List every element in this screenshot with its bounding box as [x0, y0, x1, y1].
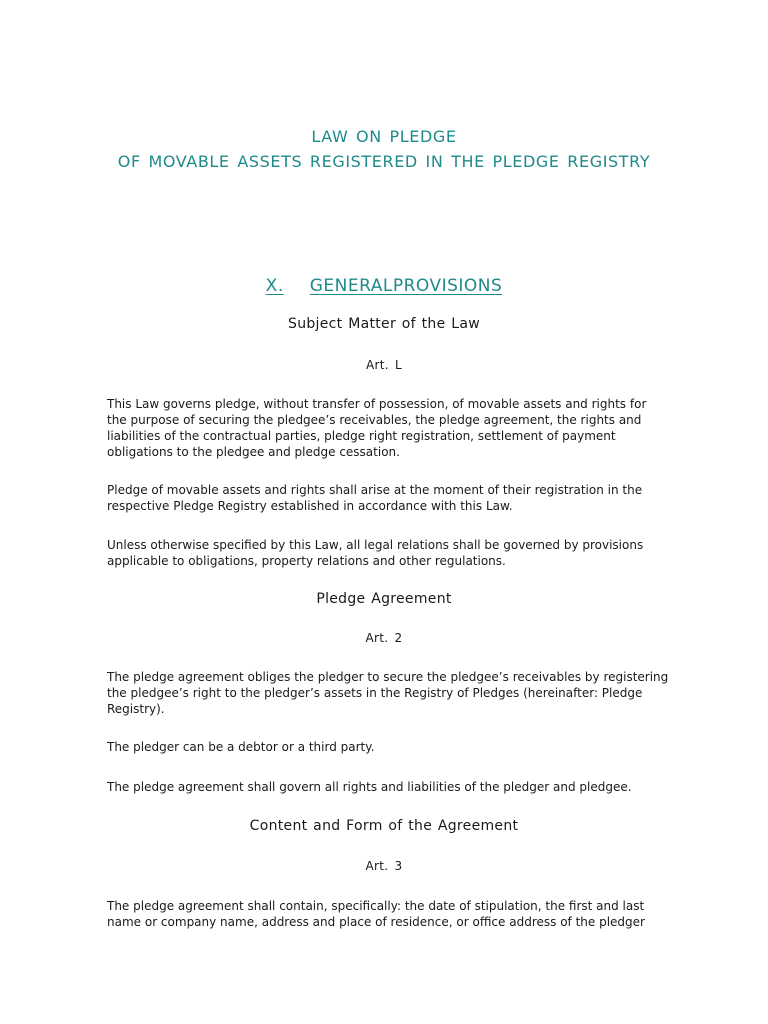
chapter-heading: [0, 274, 768, 298]
paragraph-line: The pledger can be a debtor or a third party.: [107, 740, 375, 754]
section-heading: Content and Form of the Agreement: [249, 818, 519, 834]
paragraph-line: Pledge of movable assets and rights shall arise at the moment of their registration in the: [107, 483, 643, 497]
paragraph-line: Unless otherwise specified by this Law, all legal relations shall be governed by provisions: [107, 538, 644, 552]
paragraph: [107, 739, 707, 755]
paragraph-line: This Law governs pledge, without transfer of possession, of movable assets and rights for: [107, 397, 647, 411]
paragraph: [107, 396, 707, 460]
paragraph-line: respective Pledge Registry established in accordance with this Law.: [107, 499, 513, 513]
paragraph: [107, 669, 707, 717]
paragraph-line: obligations to the pledgee and pledge cessation.: [107, 445, 400, 459]
law-title-line-2: OF MOVABLE ASSETS REGISTERED IN THE PLEDGE REGISTRY: [117, 152, 651, 171]
chapter-number: X.: [265, 276, 284, 296]
paragraph-line: liabilities of the contractual parties, pledge right registration, settlement of payment: [107, 429, 616, 443]
paragraph: [107, 537, 707, 569]
section-heading: Pledge Agreement: [316, 591, 452, 607]
paragraph-line: the purpose of securing the pledgee’s receivables, the pledge agreement, the rights and: [107, 413, 642, 427]
paragraph-line: the pledgee’s right to the pledger’s assets in the Registry of Pledges (hereinafter: Pledge: [107, 686, 643, 700]
article-number: Art. L: [366, 358, 402, 372]
article-number: Art. 3: [365, 859, 403, 873]
chapter-title: GENERALPROVISIONS: [309, 276, 503, 296]
article-number: Art. 2: [365, 631, 403, 645]
paragraph-line: The pledge agreement obliges the pledger to secure the pledgee’s receivables by registering: [107, 670, 669, 684]
paragraph-line: The pledge agreement shall contain, specifically: the date of stipulation, the first and last: [107, 899, 645, 913]
law-title-line-1: LAW ON PLEDGE: [311, 127, 457, 146]
paragraph-line: applicable to obligations, property relations and other regulations.: [107, 554, 506, 568]
paragraph: [107, 779, 707, 795]
paragraph-line: name or company name, address and place of residence, or office address of the pledger: [107, 915, 645, 929]
paragraph-line: The pledge agreement shall govern all rights and liabilities of the pledger and pledgee.: [107, 780, 632, 794]
paragraph-line: Registry).: [107, 702, 165, 716]
paragraph: [107, 482, 707, 514]
paragraph: [107, 898, 707, 930]
section-heading: Subject Matter of the Law: [288, 316, 480, 332]
